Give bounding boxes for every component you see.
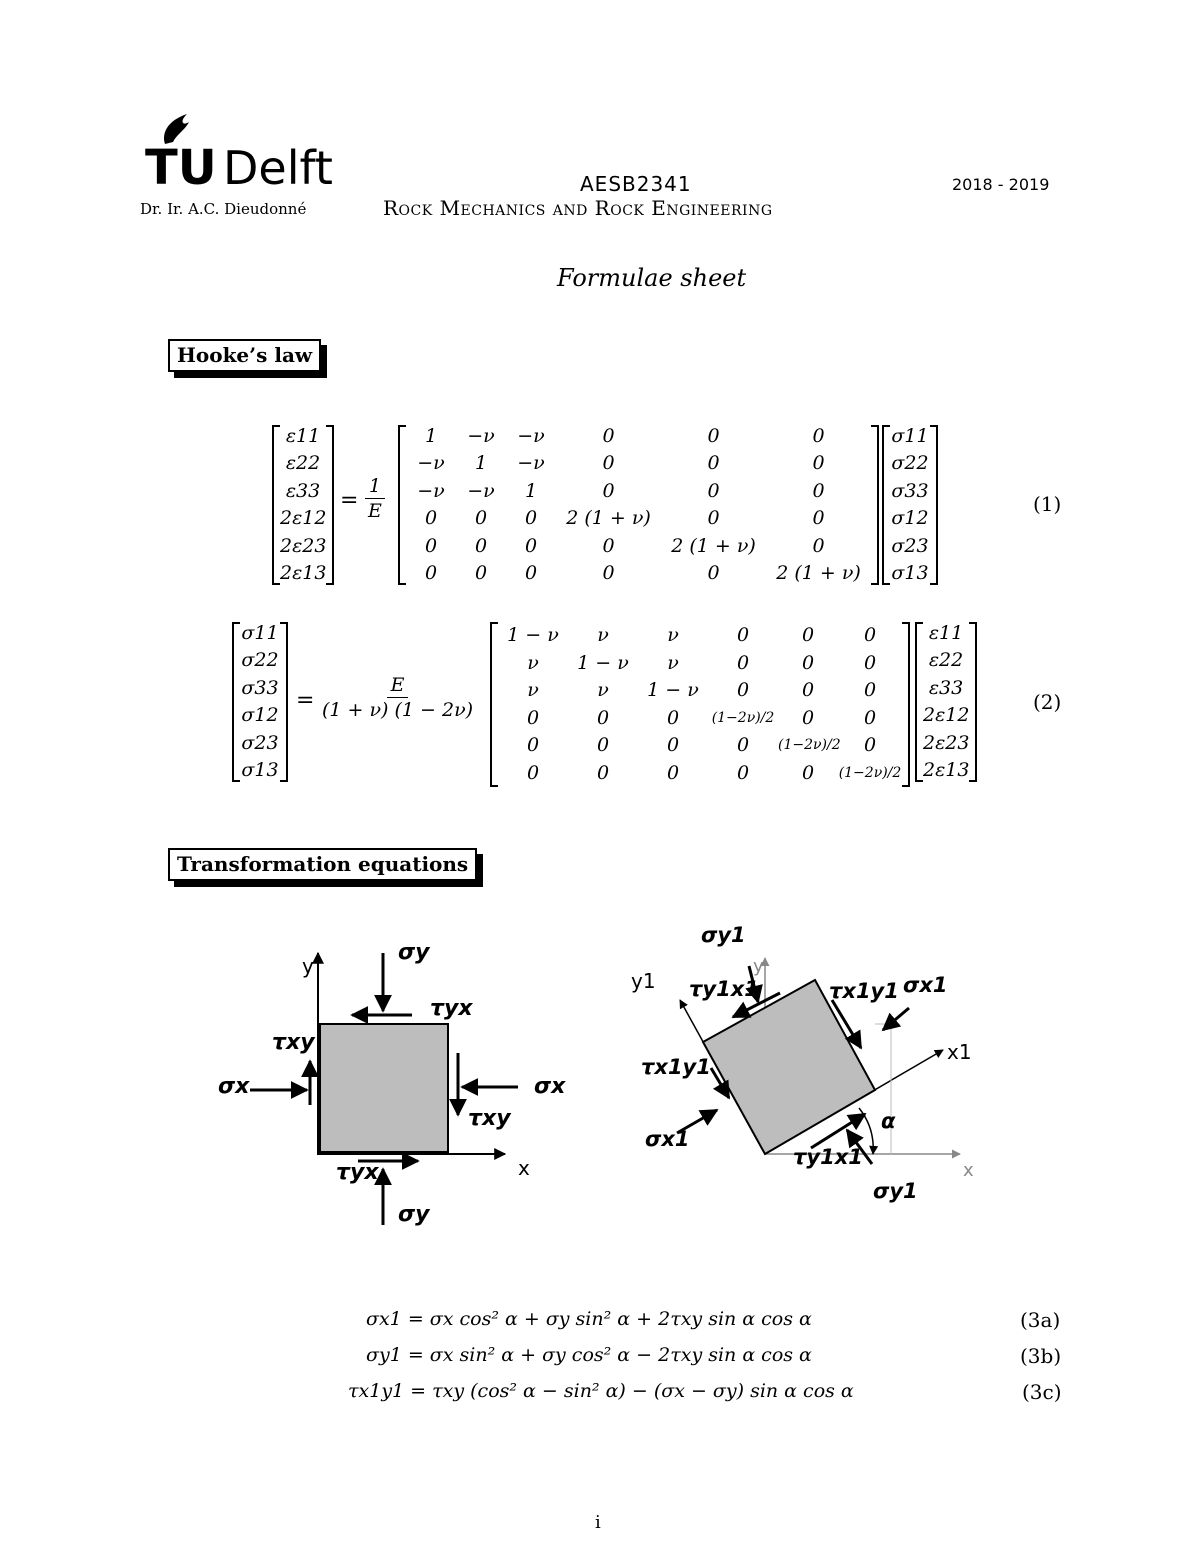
matrix-cell: 0 bbox=[736, 761, 750, 784]
section-title-transformation: Transformation equations bbox=[168, 848, 477, 881]
academic-year: 2018 - 2019 bbox=[952, 175, 1050, 194]
matrix-cell: 0 bbox=[524, 507, 538, 529]
label-tau-y1x1-top: τy1x1 bbox=[689, 977, 759, 1001]
eq2-stiffness-matrix bbox=[490, 622, 910, 787]
matrix-cell: 0 bbox=[812, 452, 825, 474]
vector-entry: σ33 bbox=[891, 479, 929, 502]
label-tau-yx-top: τyx bbox=[430, 996, 473, 1021]
vector-entry: σ12 bbox=[891, 507, 929, 529]
vector-entry: ε22 bbox=[928, 649, 964, 671]
matrix-cell: 0 bbox=[801, 706, 815, 729]
matrix-cell: 0 bbox=[812, 507, 825, 529]
matrix-cell: 0 bbox=[801, 761, 815, 784]
label-tau-x1y1-right: τx1y1 bbox=[829, 979, 899, 1003]
svg-text:TU: TU bbox=[145, 140, 217, 196]
vector-entry: 2ε12 bbox=[923, 704, 970, 726]
equation-3b: σy1 = σx sin² α + σy cos² α − 2τxy sin α cos α bbox=[366, 1344, 812, 1366]
matrix-cell: 0 bbox=[596, 734, 610, 756]
label-sigma-y1-top: σy1 bbox=[701, 923, 746, 947]
label-tau-xy-right: τxy bbox=[468, 1106, 511, 1131]
section-title-hooke: Hooke’s law bbox=[168, 339, 321, 372]
vector-entry: σ22 bbox=[241, 649, 279, 671]
eq1-rhs-vector bbox=[882, 425, 938, 585]
svg-text:Delft: Delft bbox=[223, 141, 333, 195]
vector-entry: σ11 bbox=[891, 424, 929, 447]
fraction-denominator: (1 + ν) (1 − 2ν) bbox=[322, 699, 474, 721]
matrix-cell: 1 − ν bbox=[647, 679, 699, 701]
course-name: Rock Mechanics and Rock Engineering bbox=[383, 196, 773, 220]
matrix-cell: 0 bbox=[526, 734, 540, 756]
vector-entry: 2ε23 bbox=[280, 534, 327, 557]
matrix-cell: 0 bbox=[666, 761, 680, 784]
vector-entry: ε22 bbox=[285, 452, 321, 474]
label-sigma-x-left: σx bbox=[218, 1074, 250, 1099]
vector-entry: σ23 bbox=[241, 731, 279, 754]
matrix-cell: 0 bbox=[863, 734, 877, 756]
matrix-cell: 0 bbox=[801, 679, 815, 701]
matrix-cell: ν bbox=[527, 651, 539, 674]
vector-entry: σ23 bbox=[891, 534, 929, 557]
matrix-cell: 0 bbox=[602, 479, 615, 502]
axis-label-x: x bbox=[963, 1160, 974, 1181]
matrix-cell: 0 bbox=[524, 534, 538, 557]
matrix-cell: 0 bbox=[736, 624, 750, 646]
matrix-cell: 0 bbox=[736, 651, 750, 674]
matrix-cell: 1 − ν bbox=[577, 651, 629, 674]
equation-number: (3c) bbox=[1022, 1380, 1062, 1404]
matrix-cell: 0 bbox=[526, 706, 540, 729]
label-tau-x1y1-left: τx1y1 bbox=[641, 1055, 711, 1079]
label-sigma-y-top: σy bbox=[398, 940, 430, 965]
tudelft-logo bbox=[143, 112, 338, 196]
matrix-cell: 0 bbox=[707, 562, 720, 584]
vector-entry: 2ε13 bbox=[280, 562, 327, 584]
vector-entry: ε33 bbox=[928, 676, 964, 699]
vector-entry: 2ε12 bbox=[280, 507, 327, 529]
matrix-cell: 1 bbox=[524, 479, 538, 502]
matrix-cell: 0 bbox=[707, 452, 720, 474]
matrix-cell: 0 bbox=[424, 562, 438, 584]
matrix-cell: (1−2ν)/2 bbox=[778, 737, 841, 753]
matrix-cell: 0 bbox=[526, 761, 540, 784]
eq1-compliance-matrix bbox=[398, 425, 879, 585]
vector-entry: ε11 bbox=[928, 621, 964, 644]
vector-entry: 2ε13 bbox=[923, 759, 970, 781]
matrix-cell: 0 bbox=[812, 534, 825, 557]
vector-entry: ε33 bbox=[285, 479, 321, 502]
matrix-cell: 0 bbox=[524, 562, 538, 584]
equation-3c: τx1y1 = τxy (cos² α − sin² α) − (σx − σy) sin α cos α bbox=[348, 1380, 854, 1402]
rotated-element bbox=[703, 980, 875, 1154]
equation-3a: σx1 = σx cos² α + σy sin² α + 2τxy sin α cos α bbox=[366, 1308, 812, 1330]
fraction-numerator: 1 bbox=[365, 474, 385, 499]
equation-number: (3a) bbox=[1020, 1308, 1061, 1332]
matrix-cell: −ν bbox=[467, 479, 495, 502]
matrix-cell: 0 bbox=[801, 624, 815, 646]
axis-label-y1: y1 bbox=[631, 969, 656, 993]
label-tau-xy-left: τxy bbox=[272, 1030, 315, 1055]
matrix-cell: −ν bbox=[517, 424, 545, 447]
matrix-cell: 0 bbox=[736, 679, 750, 701]
vector-entry: σ22 bbox=[891, 452, 929, 474]
axis-label-x1: x1 bbox=[947, 1040, 972, 1064]
eq2-rhs-vector bbox=[915, 622, 977, 782]
vector-entry: σ33 bbox=[241, 676, 279, 699]
eq1-factor bbox=[364, 474, 386, 523]
label-tau-y1x1-bottom: τy1x1 bbox=[793, 1145, 863, 1169]
matrix-cell: −ν bbox=[417, 452, 445, 474]
vector-entry: σ12 bbox=[241, 704, 279, 726]
matrix-cell: 0 bbox=[812, 424, 825, 447]
matrix-cell: −ν bbox=[417, 479, 445, 502]
matrix-cell: 0 bbox=[707, 479, 720, 502]
matrix-cell: 0 bbox=[707, 507, 720, 529]
matrix-cell: 0 bbox=[863, 706, 877, 729]
eq2-lhs-vector bbox=[232, 622, 288, 782]
matrix-cell: 2 (1 + ν) bbox=[566, 507, 651, 529]
matrix-cell: 0 bbox=[424, 507, 438, 529]
label-alpha: α bbox=[881, 1109, 896, 1133]
matrix-cell: 0 bbox=[424, 534, 438, 557]
matrix-cell: 0 bbox=[812, 479, 825, 502]
course-code: AESB2341 bbox=[580, 172, 692, 196]
matrix-cell: ν bbox=[667, 651, 679, 674]
page-title: Formulae sheet bbox=[557, 264, 747, 292]
matrix-cell: −ν bbox=[517, 452, 545, 474]
vector-entry: ε11 bbox=[285, 424, 321, 447]
matrix-cell: 0 bbox=[863, 624, 877, 646]
matrix-cell: −ν bbox=[467, 424, 495, 447]
author-name: Dr. Ir. A.C. Dieudonné bbox=[140, 200, 307, 218]
matrix-cell: 0 bbox=[474, 534, 488, 557]
matrix-cell: ν bbox=[527, 679, 539, 701]
matrix-cell: 0 bbox=[596, 761, 610, 784]
matrix-cell: 0 bbox=[707, 424, 720, 447]
matrix-cell: 2 (1 + ν) bbox=[671, 534, 756, 557]
equation-number: (3b) bbox=[1020, 1344, 1062, 1368]
equation-number: (2) bbox=[1033, 690, 1062, 714]
matrix-cell: 0 bbox=[602, 562, 615, 584]
vector-entry: σ13 bbox=[241, 759, 279, 781]
matrix-cell: 1 − ν bbox=[507, 624, 559, 646]
matrix-cell: 1 bbox=[474, 452, 488, 474]
vector-entry: 2ε23 bbox=[923, 731, 970, 754]
matrix-cell: ν bbox=[597, 679, 609, 701]
vector-entry: σ11 bbox=[241, 621, 279, 644]
label-sigma-x1-left: σx1 bbox=[645, 1127, 690, 1151]
stress-element bbox=[320, 1024, 448, 1152]
page-number: i bbox=[595, 1512, 601, 1533]
label-sigma-y1-bottom: σy1 bbox=[873, 1179, 918, 1203]
axis-label-y: y bbox=[302, 954, 314, 978]
equation-number: (1) bbox=[1033, 492, 1062, 516]
matrix-cell: ν bbox=[597, 624, 609, 646]
matrix-cell: 0 bbox=[474, 562, 488, 584]
matrix-cell: 2 (1 + ν) bbox=[776, 562, 861, 584]
matrix-cell: ν bbox=[667, 624, 679, 646]
matrix-cell: 0 bbox=[602, 534, 615, 557]
matrix-cell: 0 bbox=[666, 706, 680, 729]
label-tau-yx-bottom: τyx bbox=[336, 1160, 379, 1185]
fraction-denominator: E bbox=[368, 500, 382, 522]
rotated-stress-element-diagram bbox=[625, 918, 995, 1218]
eq2-factor bbox=[318, 673, 477, 722]
matrix-cell: 0 bbox=[736, 734, 750, 756]
eq1-lhs-vector bbox=[272, 425, 334, 585]
label-sigma-x-right: σx bbox=[534, 1074, 566, 1099]
matrix-cell: 0 bbox=[801, 651, 815, 674]
matrix-cell: 0 bbox=[863, 679, 877, 701]
matrix-cell: 0 bbox=[863, 651, 877, 674]
axis-label-y: y bbox=[753, 956, 764, 977]
label-sigma-y-bottom: σy bbox=[398, 1202, 430, 1227]
matrix-cell: (1−2ν)/2 bbox=[838, 764, 902, 781]
vector-entry: σ13 bbox=[891, 562, 929, 584]
label-sigma-x1-right: σx1 bbox=[903, 973, 948, 997]
matrix-cell: 0 bbox=[602, 424, 615, 447]
matrix-cell: 1 bbox=[424, 424, 438, 447]
matrix-cell: 0 bbox=[666, 734, 680, 756]
fraction-numerator: E bbox=[387, 673, 409, 698]
matrix-cell: (1−2ν)/2 bbox=[711, 709, 775, 726]
eq2-equals: = bbox=[296, 688, 315, 713]
stress-element-diagram bbox=[200, 925, 566, 1235]
axis-label-x: x bbox=[518, 1156, 530, 1180]
matrix-cell: 0 bbox=[596, 706, 610, 729]
eq1-equals: = bbox=[340, 488, 359, 513]
matrix-cell: 0 bbox=[474, 507, 488, 529]
matrix-cell: 0 bbox=[602, 452, 615, 474]
